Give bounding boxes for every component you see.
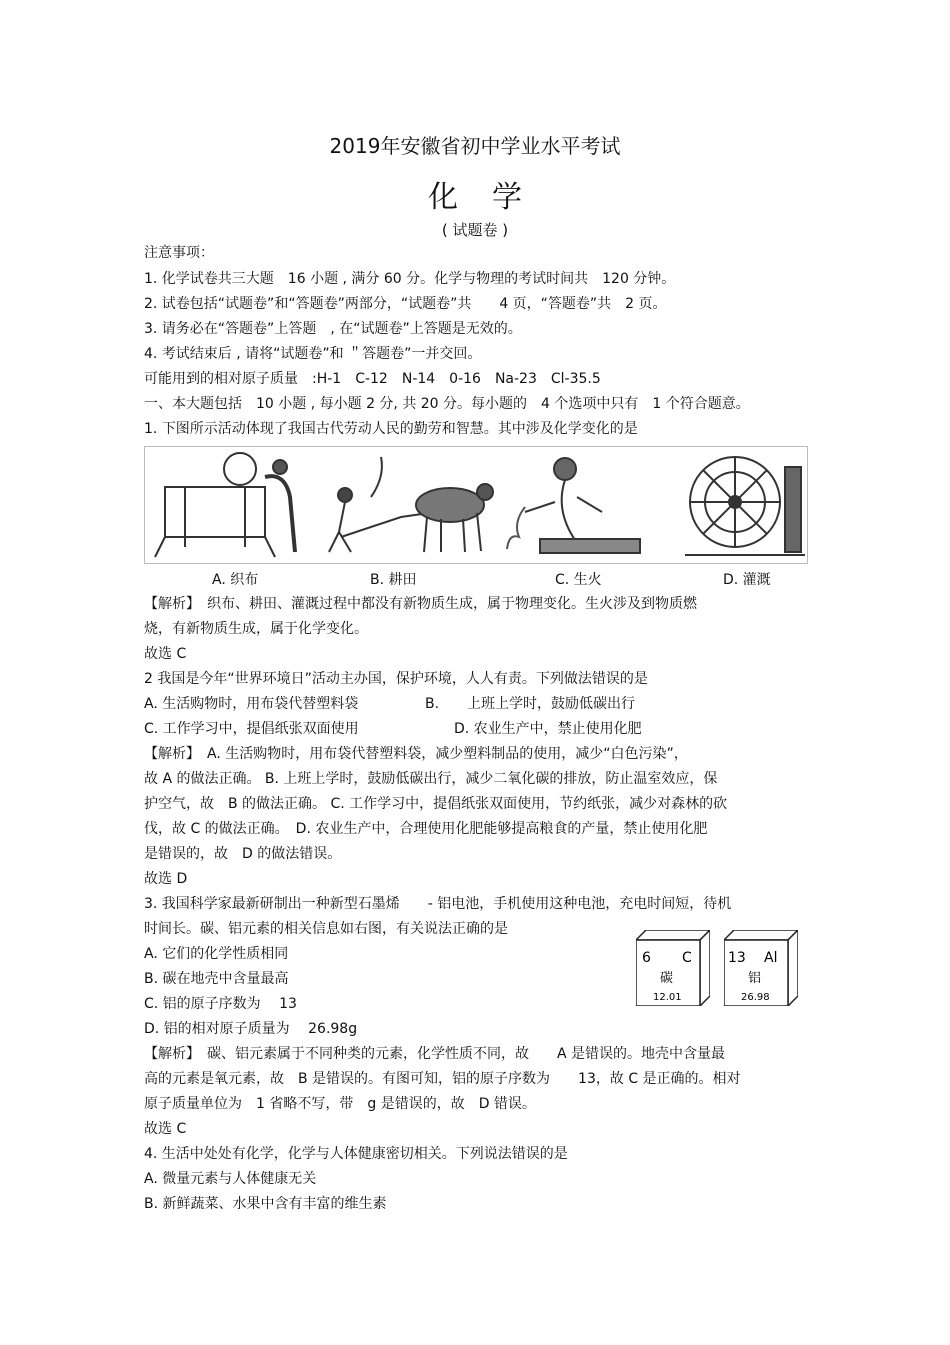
q3-option-c: C. 铝的原子序数为 13 (144, 996, 297, 1012)
plough-illustration (329, 457, 493, 552)
q3-stem-line: 3. 我国科学家最新研制出一种新型石墨烯 - 铝电池，手机使用这种电池，充电时间短，待机 (144, 896, 732, 912)
element-mass: 12.01 (653, 992, 682, 1003)
q4-option-b: B. 新鲜蔬菜、水果中含有丰富的维生素 (144, 1196, 387, 1212)
q1-option-c: C. 生火 (555, 572, 602, 588)
ancient-activities-illustration (145, 447, 807, 563)
note-item: 4. 考试结束后 , 请将“试题卷”和 ＂答题卷”一并交回。 (144, 346, 482, 362)
q2-analysis-line: 伐，故 C 的做法正确。 D. 农业生产中，合理使用化肥能够提高粮食的产量，禁止使用化肥 (144, 821, 708, 837)
note-item: 2. 试卷包括“试题卷”和“答题卷”两部分，“试题卷”共 4 页，“答题卷”共 2 页。 (144, 296, 667, 312)
q3-option-d: D. 铝的相对原子质量为 26.98g (144, 1021, 358, 1037)
waterwheel-illustration (685, 457, 805, 555)
element-name: 碳 (660, 971, 674, 986)
q2-analysis-line: 护空气，故 B 的做法正确。 C. 工作学习中，提倡纸张双面使用，节约纸张，减少对森林的砍 (144, 796, 728, 812)
q1-illustrations (144, 446, 808, 564)
q2-analysis-line: 故 A 的做法正确。 B. 上班上学时，鼓励低碳出行，减少二氧化碳的排放，防止温室效应，保 (144, 771, 718, 787)
q1-stem: 1. 下图所示活动体现了我国古代劳动人民的勤劳和智慧。其中涉及化学变化的是 (144, 421, 638, 437)
loom-illustration (155, 453, 295, 557)
element-mass: 26.98 (741, 992, 770, 1003)
q3-answer: 故选 C (144, 1121, 187, 1137)
element-symbol: C (682, 950, 692, 966)
element-number: 6 (642, 950, 651, 966)
q2-option-c: C. 工作学习中，提倡纸张双面使用 (144, 721, 359, 737)
q4-stem: 4. 生活中处处有化学，化学与人体健康密切相关。下列说法错误的是 (144, 1146, 568, 1162)
q1-answer: 故选 C (144, 646, 187, 662)
element-number: 13 (728, 950, 746, 966)
note-item: 3. 请务必在“答题卷”上答题 , 在“试题卷”上答题是无效的。 (144, 321, 522, 337)
q1-option-b: B. 耕田 (370, 572, 417, 588)
element-card-aluminum (724, 930, 798, 1006)
note-item: 1. 化学试卷共三大题 16 小题 , 满分 60 分。化学与物理的考试时间共 120 分钟。 (144, 271, 676, 287)
q3-option-b: B. 碳在地壳中含量最高 (144, 971, 289, 987)
q3-analysis-line: 原子质量单位为 1 省略不写，带 g 是错误的，故 D 错误。 (144, 1096, 536, 1112)
element-name: 铝 (748, 971, 762, 986)
q3-analysis-line: 高的元素是氧元素，故 B 是错误的。有图可知，铝的原子序数为 13，故 C 是正确的。相对 (144, 1071, 741, 1087)
q3-stem-line: 时间长。碳、铝元素的相关信息如右图，有关说法正确的是 (144, 921, 508, 937)
q1-analysis-line: 烧，有新物质生成，属于化学变化。 (144, 621, 368, 637)
q2-answer: 故选 D (144, 871, 188, 887)
q1-analysis-line: 【解析】 织布、耕田、灌溉过程中都没有新物质生成，属于物理变化。生火涉及到物质燃 (144, 596, 697, 612)
q2-option-b: B. 上班上学时，鼓励低碳出行 (425, 696, 636, 712)
q2-option-a: A. 生活购物时，用布袋代替塑料袋 (144, 696, 359, 712)
exam-title: 2019年安徽省初中学业水平考试 (329, 134, 621, 158)
element-symbol: Al (764, 950, 778, 966)
q2-stem: 2 我国是今年“世界环境日”活动主办国，保护环境，人人有责。下列做法错误的是 (144, 671, 648, 687)
q2-option-d: D. 农业生产中，禁止使用化肥 (454, 721, 642, 737)
section-intro: 一、本大题包括 10 小题 , 每小题 2 分, 共 20 分。每小题的 4 个选项中只有 1 个符合题意。 (144, 396, 750, 412)
paper-type: ( 试题卷 ) (441, 221, 509, 239)
q2-analysis-line: 是错误的，故 D 的做法错误。 (144, 846, 342, 862)
atomic-masses: 可能用到的相对原子质量 :H-1 C-12 N-14 0-16 Na-23 Cl-35.5 (144, 371, 601, 387)
q1-option-d: D. 灌溉 (723, 572, 771, 588)
fire-making-illustration (507, 458, 640, 553)
subject-title: 化学 (428, 180, 556, 215)
q3-option-a: A. 它们的化学性质相同 (144, 946, 289, 962)
q1-option-a: A. 织布 (212, 572, 259, 588)
q3-analysis-line: 【解析】 碳、铝元素属于不同种类的元素，化学性质不同，故 A 是错误的。地壳中含量最 (144, 1046, 726, 1062)
q4-option-a: A. 微量元素与人体健康无关 (144, 1171, 317, 1187)
notes-heading: 注意事项： (144, 245, 214, 261)
element-card-carbon (636, 930, 710, 1006)
q2-analysis-line: 【解析】 A. 生活购物时，用布袋代替塑料袋，减少塑料制品的使用，减少“白色污染”， (144, 746, 688, 762)
